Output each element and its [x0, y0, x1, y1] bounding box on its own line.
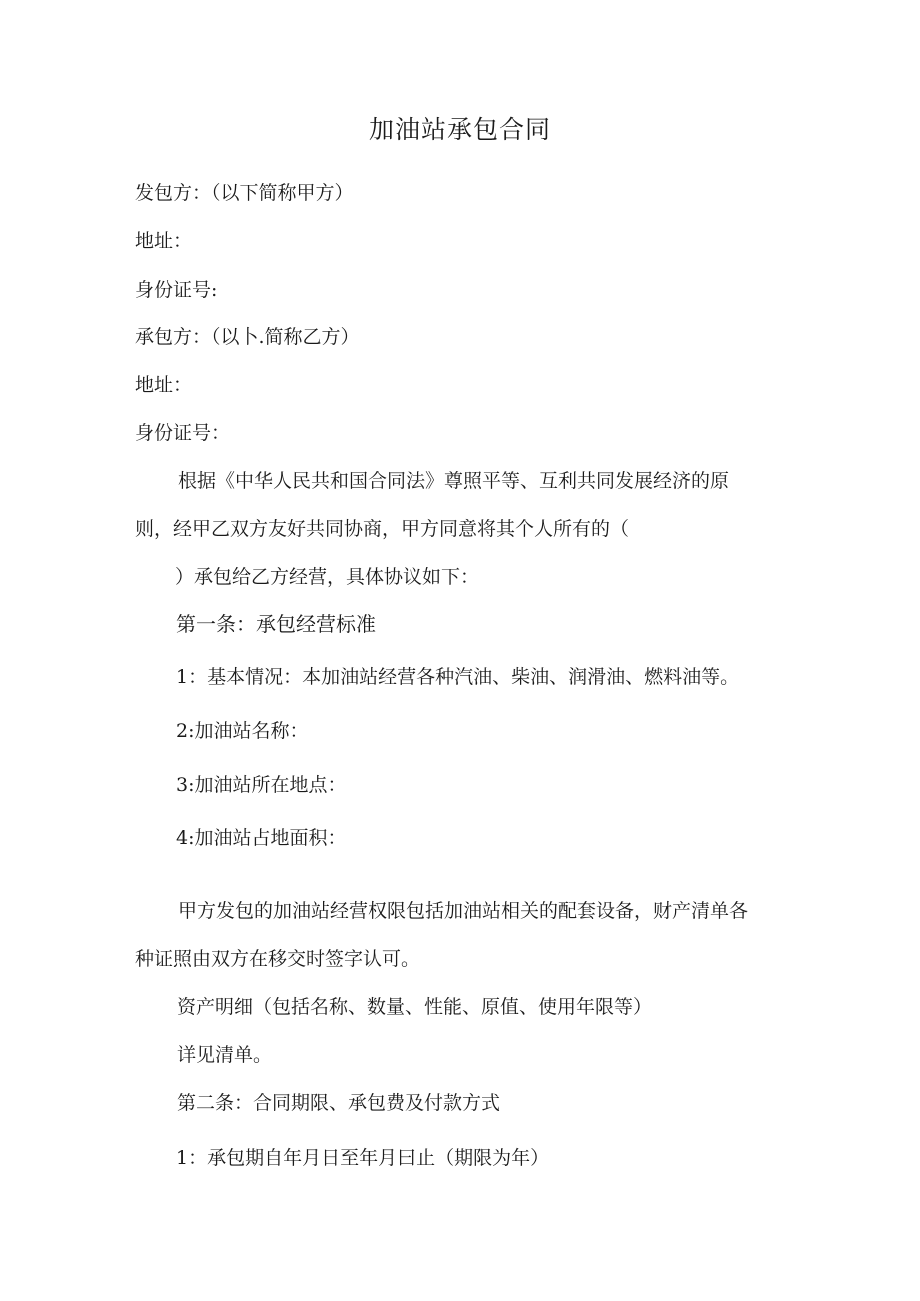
article-2-heading: 第二条：合同期限、承包费及付款方式	[177, 1092, 501, 1114]
party-a-id-number: 身份证号:	[135, 279, 218, 301]
article-1-heading: 第一条：承包经营标准	[176, 612, 376, 636]
document-title: 加油站承包合同	[368, 115, 551, 144]
party-a-address: 地址：	[135, 230, 193, 252]
article-1-item-1: 1：基本情况：本加油站经营各种汽油、柴油、润滑油、燃料油等。	[176, 666, 740, 688]
party-b-address: 地址：	[135, 374, 193, 396]
preamble-line-2: 则，经甲乙双方友好共同协商，甲方同意将其个人所有的（	[135, 518, 630, 540]
article-1-item-2: 2:加油站名称：	[176, 720, 309, 742]
article-1-paragraph-line-1: 甲方发包的加油站经营权限包括加油站相关的配套设备，财产清单各	[178, 900, 749, 922]
party-b-line: 承包方：（以卜.简称乙方）	[135, 326, 360, 348]
preamble-line-3: ）承包给乙方经营，具体协议如下：	[175, 566, 480, 588]
party-a-line: 发包方：（以下简称甲方）	[135, 182, 354, 204]
preamble-line-1: 根据《中华人民共和国合同法》尊照平等、互利共同发展经济的原	[178, 470, 730, 492]
article-1-paragraph-line-2: 种证照由双方在移交时签字认可。	[135, 948, 421, 970]
article-1-item-4: 4:加油站占地面积：	[176, 827, 347, 849]
article-1-item-3: 3:加油站所在地点：	[176, 774, 347, 796]
assets-detail-line: 资产明细（包括名称、数量、性能、原值、使用年限等）	[177, 996, 653, 1018]
article-2-item-1: 1：承包期自年月日至年月曰止（期限为年）	[176, 1147, 550, 1169]
party-b-id-number: 身份证号：	[135, 422, 231, 444]
see-list-line: 详见清单。	[177, 1044, 273, 1066]
